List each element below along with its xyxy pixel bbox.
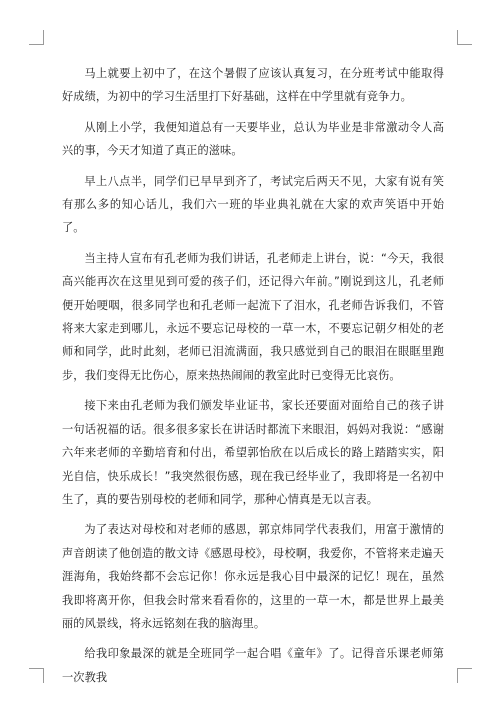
paragraph-1: 马上就要上初中了，在这个暑假了应该认真复习，在分班考试中能取得好成绩，为初中的学习生活里打下好基础，这样在中学里就有竞争力。: [62, 67, 444, 104]
paragraph-7: 给我印象最深的就是全班同学一起合唱《童年》了。记得音乐课老师第一次教我: [62, 647, 444, 684]
crop-mark-top-left: [29, 30, 44, 45]
paragraph-2: 从刚上小学，我便知道总有一天要毕业，总认为毕业是非常激动令人高兴的事，今天才知道了真正的滋味。: [62, 120, 444, 158]
crop-mark-bottom-right: [457, 668, 472, 683]
crop-mark-bottom-left: [29, 668, 44, 683]
paragraph-4: 当主持人宣布有孔老师为我们讲话，孔老师走上讲台，说：“今天，我很高兴能再次在这里见到可爱的孩子们，还记得六年前。”刚说到这儿，孔老师便开始哽咽，很多同学也和孔老师一起流下了泪水，孔老师告诉我们，不管将来大家走到哪儿，永远不要忘记母校的一草一木，不要忘记朝夕相处的老师和同学，此时此刻，老师已泪流满面，我只感觉到自己的眼泪在眼眶里跑步，我们变得无比伤心，原来热热闹闹的教室此时已变得无比哀伤。: [62, 251, 444, 382]
document-body: [62, 62, 444, 692]
paragraph-3: 早上八点半，同学们已早早到齐了，考试完后两天不见，大家有说有笑有那么多的知心话儿，我们六一班的毕业典礼就在大家的欢声笑语中开始了。: [62, 174, 444, 235]
crop-mark-top-right: [457, 30, 472, 45]
paragraph-6: 为了表达对母校和对老师的感恩，郭京炜同学代表我们，用富于激情的声音朗读了他创造的散文诗《感恩母校》，母校啊，我爱你，不管将来走遍天涯海角，我始终都不会忘记你！你永远是我心目中最深的记忆！现在，虽然我即将离开你，但我会时常来看看你的，这里的一草一木，都是世界上最美丽的风景线，将永远铭刻在我的脑海里。: [62, 523, 444, 630]
paragraph-5: 接下来由孔老师为我们颁发毕业证书，家长还要面对面给自己的孩子讲一句话祝福的话。很多很多家长在讲话时都流下来眼泪，妈妈对我说：“感谢六年来老师的辛勤培育和付出，希望郭怡欣在以后成长的路上踏踏实实，阳光自信，快乐成长！”我突然很伤感，现在我已经毕业了，我即将是一名初中生了，真的要告别母校的老师和同学，那种心情真是无以言表。: [62, 399, 444, 506]
